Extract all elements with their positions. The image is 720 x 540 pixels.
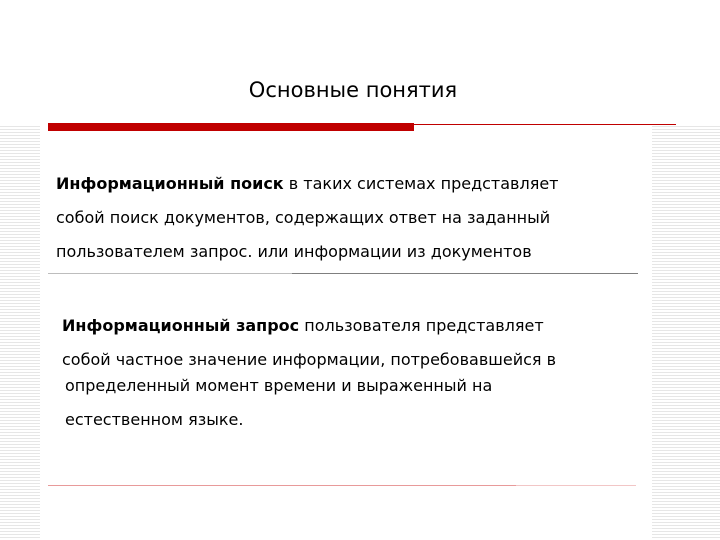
definition-search-line-2: собой поиск документов, содержащих ответ на заданный [56,208,551,227]
title-accent-line [414,124,676,125]
definition-query-text-4: естественном языке. [65,410,244,429]
definition-query-text-1: пользователя представляет [299,316,544,335]
definition-query-line-2: собой частное значение информации, потребовавшейся в [62,350,557,369]
definition-query-text-3: определенный момент времени и выраженный на [65,376,493,395]
definition-query-line-4 [62,403,556,437]
definition-search [56,167,559,269]
definition-search-line-1 [56,167,559,201]
slide-title: Основные понятия [248,78,458,102]
footer-line-right [516,485,636,486]
term-query: Информационный запрос [62,316,300,335]
definition-search-line-3: пользователем запрос. или информации из документов [56,242,532,261]
definition-search-text-1: в таких системах представляет [283,174,559,193]
divider-line-right [292,273,638,274]
definition-query [62,309,556,445]
definition-query-line-3 [62,369,556,403]
footer-line-left [48,485,516,486]
term-search: Информационный поиск [56,174,284,193]
definition-query-line-1 [62,309,556,343]
title-accent-bar [48,123,414,131]
divider-line-left [48,273,292,274]
